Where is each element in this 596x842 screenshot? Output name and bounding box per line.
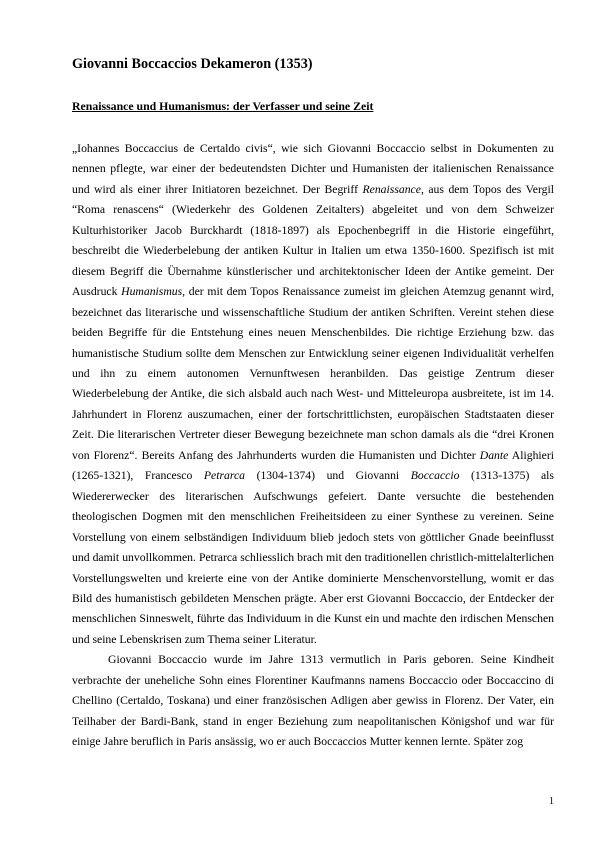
paragraph-1-text: (1313-1375) als Wiedererwecker des literarischen Aufschwungs gefeiert. Dante versuchte die bestehenden theologischen Dogmen mit den menschlichen Freiheitsideen zu einer Synthese zu vereinen. Seine Vorstellung von einem selbständigen Individuum blieb jedoch stets von göttlicher Gnade beeinflusst und damit unvollkommen. Petrarca schliesslich brach mit den traditionellen christlich-mittelalterlichen Vorstellungswelten und kreierte eine von der Antike dominierte Menschenvorstellung, womit er das Bild des humanistisch gebildeten Menschen prägte. Aber erst Giovanni Boccaccio, der Entdecker der menschlichen Sinneswelt, führte das Individuum in die Kunst ein und machte den irdischen Menschen und seine Lebenskrisen zum Thema seiner Literatur.	[72, 469, 554, 646]
paragraph-1-text: , der mit dem Topos Renaissance zumeist im gleichen Atemzug genannt wird, bezeichnet das literarische und wissenschaftliche Studium der antiken Schriften. Vereint stehen diese beiden Begriffe für die Entstehung eines neuen Menschenbildes. Die richtige Erziehung bzw. das humanistische Studium sollte dem Menschen zur Entwicklung seiner eigenen Individualität verhelfen und ihn zu einem autonomen Vernunftwesen heranbilden. Das geistige Zentrum dieser Wiederbelebung der Antike, die sich alsbald auch nach West- und Mitteleuropa ausbreitete, ist im 14. Jahrhundert in Florenz auszumachen, einer der fortschrittlichsten, europäischen Stadtstaaten dieser Zeit. Die literarischen Vertreter dieser Bewegung bezeichnete man schon damals als die “drei Kronen von Florenz“. Bereits Anfang des Jahrhunderts wurden die Humanisten und Dichter	[72, 285, 554, 462]
page-number: 1	[549, 796, 554, 807]
term-renaissance: Renaissance	[362, 182, 421, 196]
paragraph-1-text: , aus dem Topos des Vergil “Roma renascens“ (Wiederkehr des Goldenen Zeitalters) abgeleitet und von dem Schweizer Kulturhistoriker Jacob Burckhardt (1818-1897) als Epochenbegriff in die Historie eingeführt, beschreibt die Wiederbelebung der antiken Kultur in Italien um etwa 1350-1600. Spezifisch ist mit diesem Begriff die Übernahme künstlerischer und architektonischer Ideen der Antike gemeint. Der Ausdruck	[72, 182, 554, 299]
paragraph-2: Giovanni Boccaccio wurde im Jahre 1313 vermutlich in Paris geboren. Seine Kindheit verbrachte der uneheliche Sohn eines Florentiner Kaufmanns namens Boccaccio oder Boccaccino di Chellino (Certaldo, Toskana) und einer französischen Adligen aber gewiss in Florenz. Der Vater, ein Teilhaber der Bardi-Bank, stand in enger Beziehung zum neapolitanischen Königshof und war für einige Jahre beruflich in Paris ansässig, wo er auch Boccaccios Mutter kennen lernte. Später zog	[72, 653, 554, 749]
term-humanismus: Humanismus	[121, 285, 183, 299]
section-heading: Renaissance und Humanismus: der Verfasser und seine Zeit	[72, 99, 374, 113]
document-title: Giovanni Boccaccios Dekameron (1353)	[72, 56, 313, 72]
paragraph-1-text: (1304-1374) und Giovanni	[245, 469, 411, 483]
paragraph-1	[72, 139, 554, 650]
name-dante: Dante	[479, 448, 509, 462]
name-boccaccio: Boccaccio	[410, 469, 460, 483]
body-text	[72, 139, 554, 753]
paragraph-1-text: „Iohannes Boccaccius de Certaldo civis“, wie sich Giovanni Boccaccio selbst in Dokumenten zu nennen pflegte, war einer der bedeutendsten Dichter und Humanisten der italienischen Renaissance und wird als einer ihrer Initiatoren bezeichnet. Der Begriff	[72, 142, 554, 196]
paragraph-1-text: Alighieri (1265-1321), Francesco	[72, 448, 554, 483]
name-petrarca: Petrarca	[203, 469, 245, 483]
